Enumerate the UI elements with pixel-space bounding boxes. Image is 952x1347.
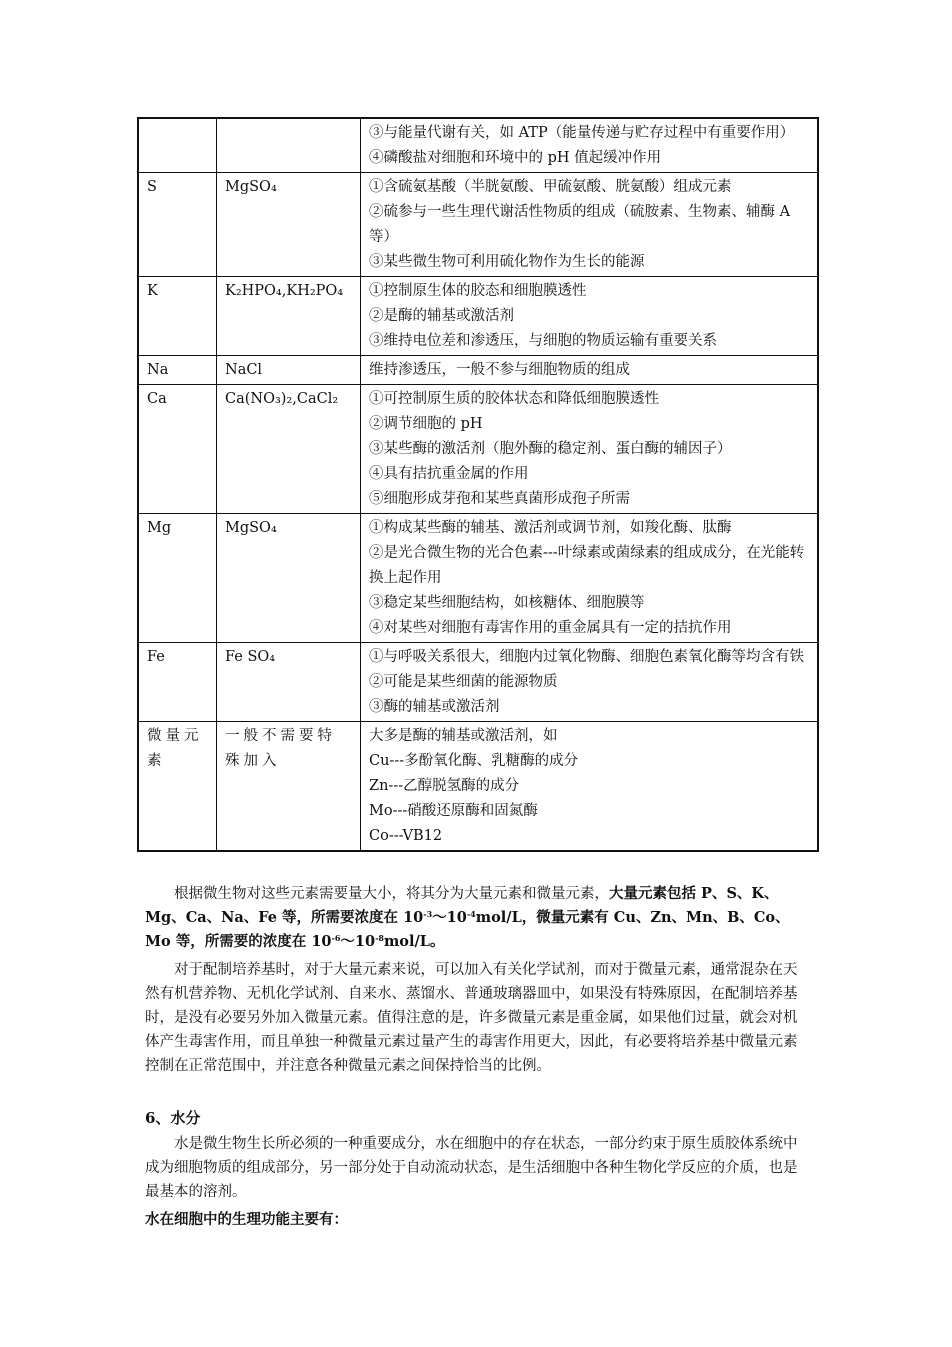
source-cell: 一般不需要特殊加入 [217,722,361,852]
function-item: ④对某些对细胞有毒害作用的重金属具有一定的拮抗作用 [369,620,732,636]
source-cell: Ca(NO₃)₂,CaCl₂ [217,385,361,514]
function-item: ③某些酶的激活剂（胞外酶的稳定剂、蛋白酶的辅因子） [369,441,732,457]
element-cell: Na [138,356,217,385]
function-item: ①控制原生体的胶态和细胞膜透性 [369,283,587,299]
function-item: ④磷酸盐对细胞和环境中的 pH 值起缓冲作用 [369,150,662,166]
function-item: ③与能量代谢有关，如 ATP（能量传递与贮存过程中有重要作用） [369,125,795,141]
function-item: ②硫参与一些生理代谢活性物质的组成（硫胺素、生物素、辅酶 A 等） [369,204,791,245]
function-cell [361,173,819,277]
table-row [138,514,818,643]
function-item: ②是光合微生物的光合色素---叶绿素或菌绿素的组成成分，在光能转换上起作用 [369,545,805,586]
function-cell [361,722,819,852]
function-item: ③稳定某些细胞结构，如核糖体、细胞膜等 [369,595,645,611]
function-item: Cu---多酚氧化酶、乳糖酶的成分 [369,753,579,769]
function-item: ②可能是某些细菌的能源物质 [369,674,558,690]
element-cell: S [138,173,217,277]
function-cell [361,356,819,385]
para1-bold-d: ～10 [340,933,376,950]
table-row [138,643,818,722]
source-cell: K₂HPO₄,KH₂PO₄ [217,277,361,356]
element-cell: Fe [138,643,217,722]
function-item: 大多是酶的辅基或激活剂，如 [369,728,558,744]
table-row [138,173,818,277]
para1-bold-a: 大量元素包括 P、S、K、Mg、Ca、Na、Fe 等，所需要浓度在 10 [145,885,779,926]
element-cell: Mg [138,514,217,643]
table-row [138,356,818,385]
element-cell: K [138,277,217,356]
element-cell: 微量元素 [138,722,217,852]
table-row [138,118,818,173]
para1-bold-c: mol/L，微量元素有 Cu、Zn、Mn、B、Co、Mo 等，所需要的浓度在 10 [145,909,790,950]
para1-bold-e: mol/L。 [383,933,445,950]
table-body [138,118,818,851]
table-row [138,385,818,514]
para1-sup-3: -6 [331,933,341,943]
function-cell [361,643,819,722]
element-cell [138,118,217,173]
subheading-water-functions: 水在细胞中的生理功能主要有： [145,1211,348,1228]
paragraph-trace-elements: 对于配制培养基时，对于大量元素来说，可以加入有关化学试剂，而对于微量元素，通常混杂在天然有机营养物、无机化学试剂、自来水、蒸馏水、普通玻璃器皿中，如果没有特殊原因，在配制培养基时，是没有必要另外加入微量元素。值得注意的是，许多微量元素是重金属，如果他们过量，就会对机体产生毒害作用，而且单独一种微量元素过量产生的毒害作用更大，因此，有必要将培养基中微量元素控制在正常范围中，并注意各种微量元素之间保持恰当的比例。 [145,962,798,1074]
element-cell: Ca [138,385,217,514]
para1-bold-b: ～10 [432,909,467,926]
para1-sup-1: -3 [423,909,433,919]
function-item: ①与呼吸关系很大，细胞内过氧化物酶、细胞色素氧化酶等均含有铁 [369,649,804,665]
function-item: Co---VB12 [369,828,443,844]
source-cell: Fe SO₄ [217,643,361,722]
para1-sup-2: -4 [466,909,476,919]
function-item: ③维持电位差和渗透压，与细胞的物质运输有重要关系 [369,333,717,349]
function-item: ①含硫氨基酸（半胱氨酸、甲硫氨酸、胱氨酸）组成元素 [369,179,732,195]
function-item: ①可控制原生质的胶体状态和降低细胞膜透性 [369,391,659,407]
function-item: ④具有拮抗重金属的作用 [369,466,529,482]
para1-sup-4: -8 [375,933,384,943]
paragraph-water: 水是微生物生长所必须的一种重要成分，水在细胞中的存在状态，一部分约束于原生质胶体系统中成为细胞物质的组成部分，另一部分处于自动流动状态，是生活细胞中各种生物化学反应的介质，也是最基本的溶剂。 [145,1136,798,1200]
source-cell: MgSO₄ [217,514,361,643]
function-cell [361,277,819,356]
function-item: 维持渗透压，一般不参与细胞物质的组成 [369,362,630,378]
source-cell: MgSO₄ [217,173,361,277]
function-item: ⑤细胞形成芽孢和某些真菌形成孢子所需 [369,491,630,507]
source-cell: NaCl [217,356,361,385]
function-item: ②调节细胞的 pH [369,416,483,432]
source-cell [217,118,361,173]
para1-plain: 根据微生物对这些元素需要量大小，将其分为大量元素和微量元素， [174,886,609,902]
function-item: ③某些微生物可利用硫化物作为生长的能源 [369,254,645,270]
function-cell [361,118,819,173]
element-function-table [137,117,819,852]
table-row [138,722,818,852]
function-item: ③酶的辅基或激活剂 [369,699,500,715]
function-cell [361,385,819,514]
section-heading-water: 6、水分 [145,1109,201,1127]
function-item: Zn---乙醇脱氢酶的成分 [369,778,520,794]
function-item: ①构成某些酶的辅基、激活剂或调节剂，如羧化酶、肽酶 [369,520,732,536]
paragraph-element-classification [145,882,811,954]
table-row [138,277,818,356]
function-item: Mo---硝酸还原酶和固氮酶 [369,803,538,819]
function-cell [361,514,819,643]
function-item: ②是酶的辅基或激活剂 [369,308,514,324]
